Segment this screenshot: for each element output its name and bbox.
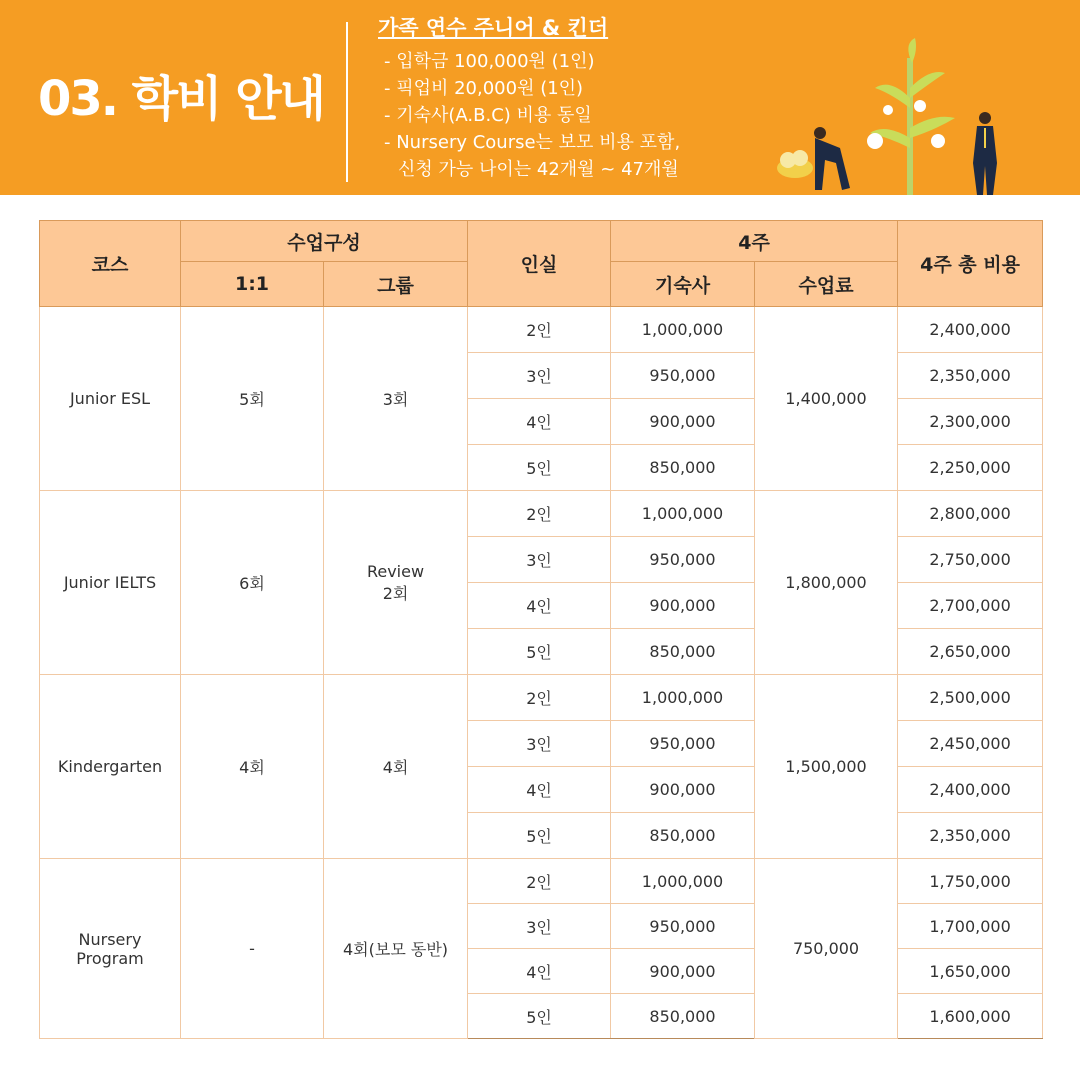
table-row	[40, 307, 1043, 353]
persons-cell: 4인	[468, 399, 611, 445]
total-cost-cell: 2,250,000	[898, 445, 1043, 491]
note-dorm-same: - 기숙사(A.B.C) 비용 동일	[384, 105, 592, 126]
header-tuition: 수업료	[755, 262, 898, 307]
persons-cell: 2인	[468, 491, 611, 537]
header-composition: 수업구성	[181, 221, 468, 262]
table-row	[40, 491, 1043, 537]
one-on-one-cell: 4회	[181, 675, 324, 859]
tuition-cell: 1,500,000	[755, 675, 898, 859]
page-title: 03. 학비 안내	[38, 71, 324, 127]
total-cost-cell: 2,400,000	[898, 307, 1043, 353]
one-on-one-cell: 5회	[181, 307, 324, 491]
total-cost-cell: 1,700,000	[898, 904, 1043, 949]
persons-cell: 3인	[468, 353, 611, 399]
dorm-fee-cell: 850,000	[611, 813, 755, 859]
persons-cell: 3인	[468, 904, 611, 949]
note-pickup-fee: - 픽업비 20,000원 (1인)	[384, 78, 584, 99]
course-name-cell: Nursery Program	[40, 859, 181, 1039]
dorm-fee-cell: 1,000,000	[611, 675, 755, 721]
course-name-cell: Kindergarten	[40, 675, 181, 859]
persons-cell: 5인	[468, 445, 611, 491]
total-cost-cell: 1,600,000	[898, 994, 1043, 1039]
dorm-fee-cell: 900,000	[611, 583, 755, 629]
dorm-fee-cell: 950,000	[611, 353, 755, 399]
dorm-fee-cell: 850,000	[611, 629, 755, 675]
total-cost-cell: 2,500,000	[898, 675, 1043, 721]
persons-cell: 4인	[468, 767, 611, 813]
total-cost-cell: 2,400,000	[898, 767, 1043, 813]
persons-cell: 2인	[468, 859, 611, 904]
dorm-fee-cell: 1,000,000	[611, 307, 755, 353]
dorm-fee-cell: 900,000	[611, 767, 755, 813]
group-lesson-cell: 4회(보모 동반)	[324, 859, 468, 1039]
fee-notes-list	[378, 48, 680, 183]
group-lesson-cell: 3회	[324, 307, 468, 491]
dorm-fee-cell: 1,000,000	[611, 859, 755, 904]
persons-cell: 5인	[468, 629, 611, 675]
dorm-fee-cell: 950,000	[611, 904, 755, 949]
header-divider	[346, 22, 348, 182]
total-cost-cell: 2,300,000	[898, 399, 1043, 445]
note-nursery-age: 신청 가능 나이는 42개월 ~ 47개월	[398, 159, 679, 180]
group-lesson-cell: Review 2회	[324, 491, 468, 675]
dorm-fee-cell: 850,000	[611, 994, 755, 1039]
tuition-table	[39, 220, 1043, 1039]
dorm-fee-cell: 950,000	[611, 721, 755, 767]
persons-cell: 4인	[468, 583, 611, 629]
header-group: 그룹	[324, 262, 468, 307]
tuition-cell: 1,400,000	[755, 307, 898, 491]
dorm-fee-cell: 850,000	[611, 445, 755, 491]
one-on-one-cell: 6회	[181, 491, 324, 675]
tuition-cell: 1,800,000	[755, 491, 898, 675]
persons-cell: 5인	[468, 813, 611, 859]
header-total: 4주 총 비용	[898, 221, 1043, 307]
header-four-weeks: 4주	[611, 221, 898, 262]
total-cost-cell: 2,800,000	[898, 491, 1043, 537]
course-group	[40, 307, 1043, 491]
total-cost-cell: 1,650,000	[898, 949, 1043, 994]
persons-cell: 3인	[468, 721, 611, 767]
course-name-cell: Junior ESL	[40, 307, 181, 491]
fee-notes	[378, 12, 680, 183]
course-name-cell: Junior IELTS	[40, 491, 181, 675]
fee-notes-title: 가족 연수 주니어 & 킨더	[378, 16, 609, 40]
header-persons: 인실	[468, 221, 611, 307]
dorm-fee-cell: 1,000,000	[611, 491, 755, 537]
header-course: 코스	[40, 221, 181, 307]
persons-cell: 2인	[468, 307, 611, 353]
tuition-cell: 750,000	[755, 859, 898, 1039]
money-tree-illustration	[770, 38, 1020, 195]
persons-cell: 4인	[468, 949, 611, 994]
dorm-fee-cell: 950,000	[611, 537, 755, 583]
total-cost-cell: 2,350,000	[898, 813, 1043, 859]
total-cost-cell: 2,700,000	[898, 583, 1043, 629]
total-cost-cell: 2,350,000	[898, 353, 1043, 399]
dorm-fee-cell: 900,000	[611, 399, 755, 445]
dorm-fee-cell: 900,000	[611, 949, 755, 994]
persons-cell: 5인	[468, 994, 611, 1039]
course-group	[40, 491, 1043, 675]
one-on-one-cell: -	[181, 859, 324, 1039]
persons-cell: 2인	[468, 675, 611, 721]
header-banner	[0, 0, 1080, 195]
table-row	[40, 675, 1043, 721]
persons-cell: 3인	[468, 537, 611, 583]
course-group	[40, 675, 1043, 859]
total-cost-cell: 1,750,000	[898, 859, 1043, 904]
note-admission-fee: - 입학금 100,000원 (1인)	[384, 51, 595, 72]
group-lesson-cell: 4회	[324, 675, 468, 859]
total-cost-cell: 2,650,000	[898, 629, 1043, 675]
header-one-on-one: 1:1	[181, 262, 324, 307]
total-cost-cell: 2,450,000	[898, 721, 1043, 767]
header-dorm: 기숙사	[611, 262, 755, 307]
course-group	[40, 859, 1043, 1039]
table-row	[40, 859, 1043, 904]
note-nursery: - Nursery Course는 보모 비용 포함,	[384, 132, 681, 153]
total-cost-cell: 2,750,000	[898, 537, 1043, 583]
